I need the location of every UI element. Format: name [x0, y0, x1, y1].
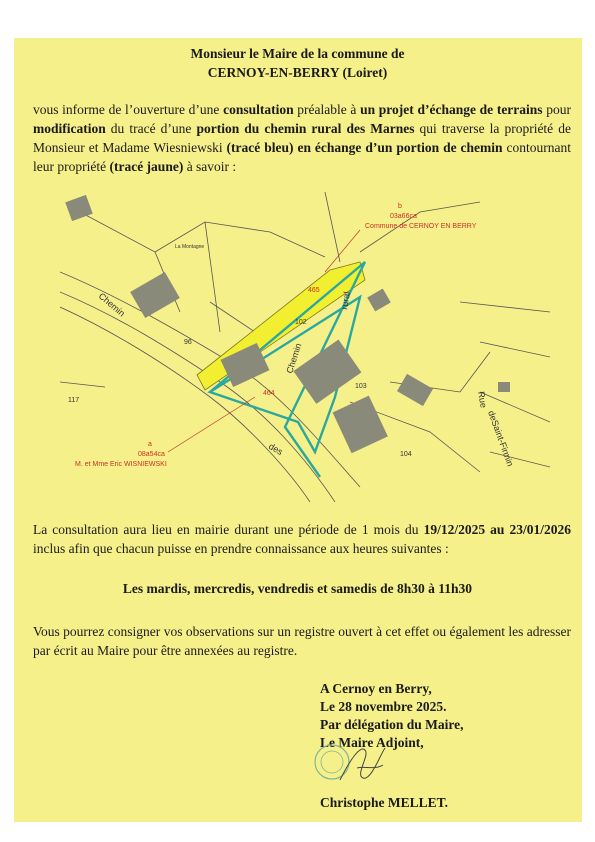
intro-bold: un projet d’échange de terrains	[360, 102, 543, 117]
parcel-465-label: 465	[308, 287, 320, 294]
cadastral-map	[60, 192, 550, 502]
signature-line-3: Par délégation du Maire,	[320, 717, 464, 732]
intro-bold: portion du chemin rural des Marnes	[196, 121, 415, 136]
consultation-text: La consultation aura lieu en mairie durant une période de 1 mois du	[33, 522, 424, 537]
building	[367, 289, 391, 312]
annotation-b-area: 03a66ca	[390, 213, 417, 220]
handwritten-signature	[335, 740, 390, 788]
opening-hours: Les mardis, mercredis, vendredis et samedis de 8h30 à 11h30	[122, 581, 473, 596]
observations-paragraph: Vous pourrez consigner vos observations sur un registre ouvert à cet effet ou également les adresser par écrit au Maire pour être annexées au registre.	[33, 624, 571, 658]
intro-bold: modification	[33, 121, 106, 136]
intro-text: qui traverse la propriété de Monsieur et Madame Wiesniewski	[33, 121, 571, 155]
building	[498, 382, 510, 392]
road-label-rue: Rue	[476, 390, 489, 409]
intro-paragraph	[33, 100, 571, 176]
intro-text: contournant leur propriété	[33, 140, 572, 174]
road-label-saint-firmin: deSaint-Firmin	[486, 409, 516, 468]
building	[130, 272, 180, 318]
place-label: La Montagne	[175, 244, 205, 250]
signature-line-2: Le 28 novembre 2025.	[320, 699, 447, 714]
signatory-name: Christophe MELLET.	[320, 795, 449, 810]
signature-line-1: A Cernoy en Berry,	[320, 681, 432, 696]
intro-text: vous informe de l’ouverture d’une	[33, 102, 224, 117]
header-line-2: CERNOY-EN-BERRY (Loiret)	[207, 65, 388, 80]
intro-text: préalable à	[293, 102, 361, 117]
annotation-b-letter: b	[398, 203, 402, 210]
building	[65, 195, 93, 221]
building	[333, 396, 388, 454]
road-label-des: des	[267, 441, 285, 457]
parcel-464-label: 464	[263, 390, 275, 397]
signature-line-4: Le Maire Adjoint,	[320, 735, 424, 750]
road-label-rural: rural	[339, 290, 353, 311]
consultation-dates: 19/12/2025 au 23/01/2026	[423, 522, 572, 537]
intro-bold: consultation	[223, 102, 294, 117]
map-labels	[68, 244, 516, 468]
cadastral-map-svg	[60, 192, 550, 502]
parcel-96-label: 96	[184, 339, 192, 346]
road-label-chemin: Chemin	[96, 290, 127, 319]
parcel-117-label: 117	[68, 397, 80, 404]
building	[293, 340, 361, 404]
intro-text: à savoir :	[183, 159, 237, 174]
intro-text: du tracé d’une	[105, 121, 197, 136]
parcel-104-label: 104	[400, 451, 412, 458]
intro-bold: (tracé bleu) en échange d’un portion de chemin	[226, 140, 503, 155]
annotation-a-leader	[168, 397, 255, 452]
parcel-102-label: 102	[295, 319, 307, 326]
header-line-1: Monsieur le Maire de la commune de	[190, 46, 405, 61]
parcel-103-label: 103	[355, 383, 367, 390]
annotation-a-area: 08a54ca	[138, 451, 165, 458]
intro-text: pour	[542, 102, 571, 117]
notice-header	[0, 44, 595, 82]
road-label-chemin-rural: Chemin	[284, 342, 304, 375]
annotation-b-owner: Commune de CERNOY EN BERRY	[365, 223, 477, 230]
annotation-a-letter: a	[148, 441, 152, 448]
building	[397, 374, 433, 406]
consultation-text: inclus afin que chacun puisse en prendre connaissance aux heures suivantes :	[33, 541, 449, 556]
annotation-a-owner: M. et Mme Eric WISNIEWSKI	[75, 461, 167, 468]
consultation-paragraph	[33, 520, 571, 558]
intro-bold: (tracé jaune)	[109, 159, 184, 174]
